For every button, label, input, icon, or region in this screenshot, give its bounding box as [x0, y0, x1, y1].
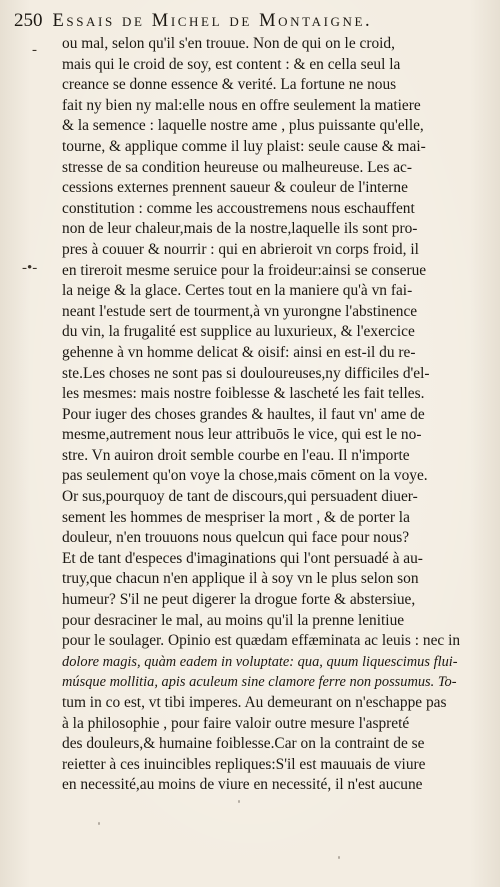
- text-line: ou mal, selon qu'il s'en trouue. Non de qui on le croid,: [62, 35, 395, 52]
- text-line: non de leur chaleur,mais de la nostre,laquelle ils sont pro-: [62, 220, 418, 238]
- margin-mark: -•-: [22, 260, 38, 276]
- paper-speck: [238, 800, 240, 803]
- text-line: humeur? S'il ne peut digerer la drogue forte & abstersiue,: [62, 591, 416, 609]
- text-line: à la philosophie , pour faire valoir outre mesure l'aspreté: [62, 714, 410, 732]
- text-line: cessions externes prennent saueur & couleur de l'interne: [62, 179, 408, 197]
- text-line: stresse de sa condition heureuse ou malheureuse. Les ac-: [62, 158, 413, 176]
- page-number: 250: [14, 10, 43, 31]
- margin-mark: -: [32, 42, 37, 58]
- text-line: neant l'estude sert de tourment,à vn yurongne l'abstinence: [62, 302, 418, 320]
- paper-speck: [98, 822, 100, 825]
- text-line: en necessité,au moins de viure en necessité, il n'est aucune: [62, 776, 423, 794]
- text-line: truy,que chacun n'en applique il à soy vn le plus selon son: [62, 570, 419, 588]
- text-line: pour le soulager. Opinio est quædam effæminata ac leuis : nec in: [62, 632, 461, 650]
- text-line: fait ny bien ny mal:elle nous en offre seulement la matiere: [62, 96, 421, 114]
- text-line: mesme,autrement nous leur attribuōs le vice, qui est le no-: [62, 426, 422, 444]
- text-line: ste.Les choses ne sont pas si douloureuses,ny difficiles d'el-: [62, 364, 430, 382]
- latin-quote-line: músque mollitia, apis aculeum sine clamore ferre non possumus. To-: [62, 674, 457, 691]
- text-line: Pour iuger des choses grandes & haultes, il faut vn' ame de: [62, 405, 425, 423]
- text-line: mais qui le croid de soy, est content : & en cella seul la: [62, 55, 401, 73]
- text-line: pres à couuer & nourrir : qui en abrieroit vn corps froid, il: [62, 240, 419, 258]
- text-line: reietter à ces inuincibles repliques:S'il est mauuais de viure: [62, 755, 426, 773]
- text-line: tourne, & applique comme il luy plaist: seule cause & mai-: [62, 137, 426, 155]
- text-line: la neige & la glace. Certes tout en la maniere qu'à vn fai-: [62, 282, 413, 300]
- text-line: pas seulement qu'on voye la chose,mais cōment on la voye.: [62, 467, 428, 485]
- text-line: stre. Vn auiron droit semble courbe en l'eau. Il n'importe: [62, 446, 410, 464]
- text-line: & la semence : laquelle nostre ame , plus puissante qu'elle,: [62, 117, 424, 135]
- text-line: Or sus,pourquoy de tant de discours,qui persuadent diuer-: [62, 488, 418, 506]
- text-line: pour desraciner le mal, au moins qu'il la prenne lenitiue: [62, 611, 405, 629]
- text-line: des douleurs,& humaine foiblesse.Car on la contraint de se: [62, 735, 425, 753]
- body-text: [62, 34, 486, 796]
- text-line: gehenne à vn homme delicat & oisif: ainsi en est-il du re-: [62, 343, 416, 361]
- text-line: Et de tant d'especes d'imaginations qui l'ont persuadé à au-: [62, 549, 423, 567]
- text-line: sement les hommes de mespriser la mort , & de porter la: [62, 508, 410, 526]
- page-header: [14, 10, 492, 32]
- text-line: creance se donne essence & verité. La fortune ne nous: [62, 76, 397, 94]
- text-line: les mesmes: mais nostre foiblesse & lascheté les fait telles.: [62, 385, 425, 403]
- text-line: douleur, n'en trouuons nous quelcun qui face pour nous?: [62, 529, 410, 547]
- running-head: Essais de Michel de Montaigne.: [52, 11, 373, 31]
- text-line: constitution : comme les accoustremens nous eschauffent: [62, 199, 415, 217]
- text-line: du vin, la frugalité est supplice au luxurieux, & l'exercice: [62, 323, 415, 341]
- text-line: en tireroit mesme seruice pour la froideur:ainsi se conserue: [62, 261, 427, 279]
- paper-speck: [338, 856, 340, 859]
- text-line: tum in co est, vt tibi imperes. Au demeurant on n'eschappe pas: [62, 694, 447, 711]
- latin-quote-line: dolore magis, quàm eadem in voluptate: qua, quum liquescimus flui-: [62, 653, 458, 670]
